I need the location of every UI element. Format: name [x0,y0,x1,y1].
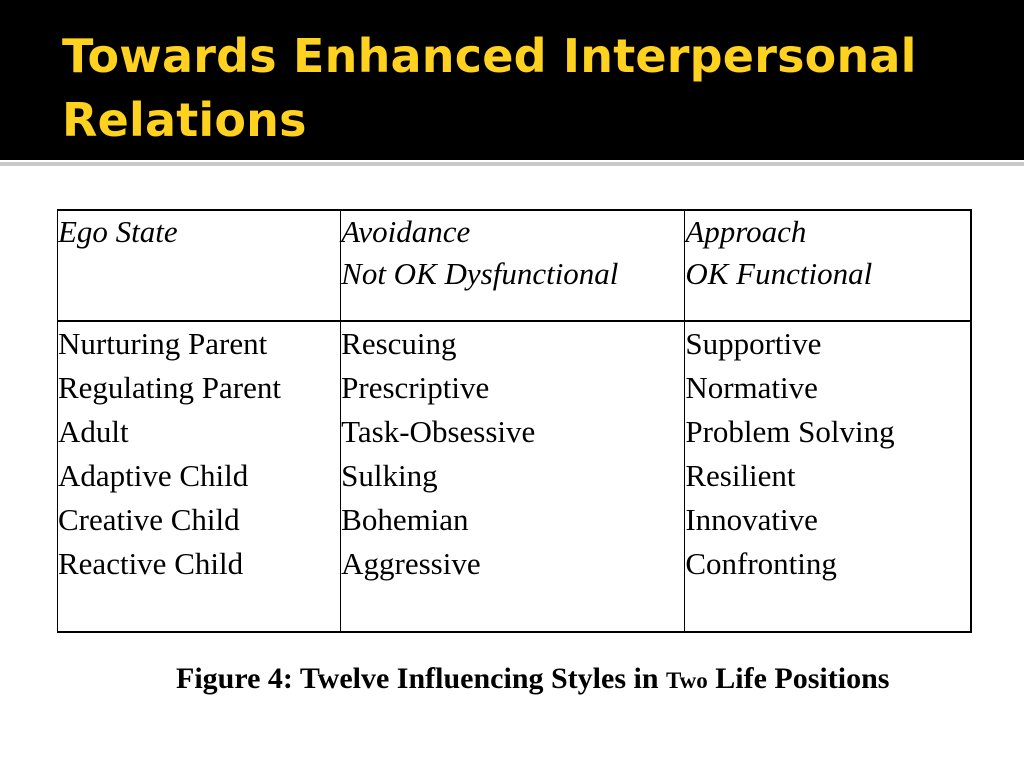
table-header-row [58,210,972,321]
approach-column [685,321,971,632]
title-bar [0,0,1024,160]
list-item: Prescriptive [341,370,490,405]
figure-caption [176,657,889,703]
list-item: Confronting [685,546,837,581]
list-item: Task-Obsessive [341,414,536,449]
list-item: Aggressive [341,546,481,581]
slide-title [62,24,962,152]
list-item: Bohemian [341,502,469,537]
slide-title-line-1: Towards Enhanced Interpersonal [62,29,917,83]
list-item: Reactive Child [58,546,244,581]
list-item: Innovative [685,502,818,537]
list-item: Rescuing [341,326,457,361]
caption-text-small: Two [666,668,708,693]
header-avoidance [341,210,685,321]
influencing-styles-table [57,209,972,633]
header-approach [685,210,971,321]
header-approach-label: Approach [685,214,807,249]
title-divider [0,162,1024,166]
table-body-row [58,321,972,632]
list-item: Regulating Parent [58,370,281,405]
list-item: Nurturing Parent [58,326,268,361]
list-item: Creative Child [58,502,240,537]
caption-text-start: Figure 4: Twelve Influencing Styles in [176,662,667,695]
slide-title-line-2: Relations [62,93,307,147]
header-avoidance-sublabel: Not OK Dysfunctional [341,256,619,291]
list-item: Adaptive Child [58,458,249,493]
header-ego-state-label: Ego State [58,214,178,249]
header-avoidance-label: Avoidance [341,214,471,249]
list-item: Sulking [341,458,438,493]
list-item: Supportive [685,326,822,361]
caption-text-end: Life Positions [707,662,890,695]
header-approach-sublabel: OK Functional [685,256,873,291]
figure-table-container [57,209,972,633]
header-ego-state [58,210,341,321]
avoidance-column [341,321,685,632]
list-item: Resilient [685,458,796,493]
list-item: Normative [685,370,818,405]
list-item: Adult [58,414,129,449]
ego-state-column [58,321,341,632]
list-item: Problem Solving [685,414,895,449]
